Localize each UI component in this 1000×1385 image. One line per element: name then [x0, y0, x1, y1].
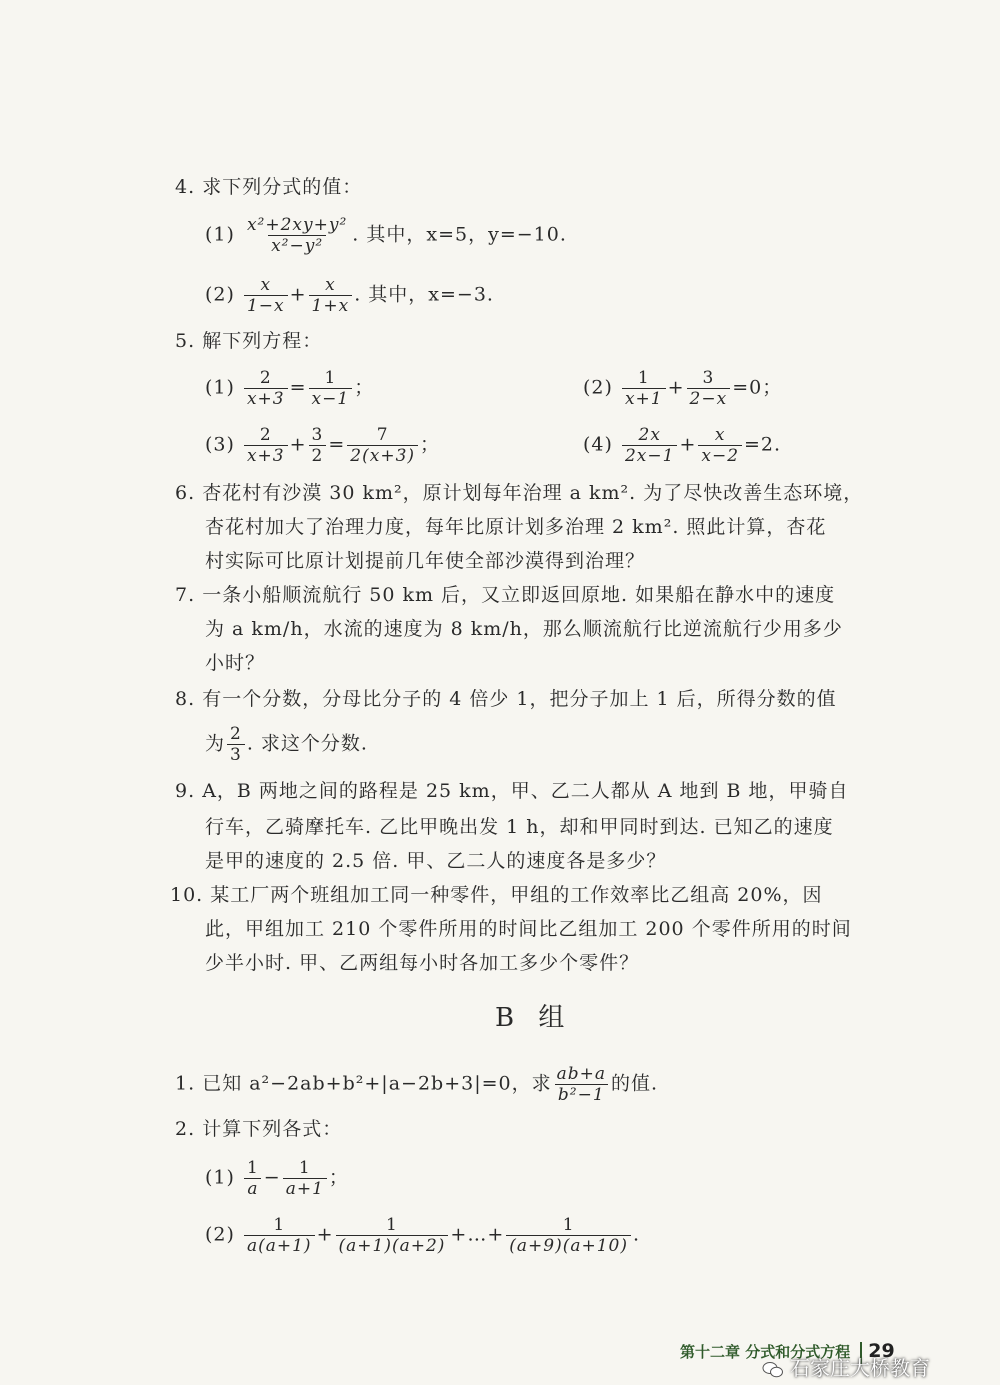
question-text: 杏花村有沙漠 30 km²，原计划每年治理 a km². 为了尽快改善生态环境， [202, 482, 864, 504]
question-text: 此，甲组加工 210 个零件所用的时间比乙组加工 200 个零件所用的时间 [205, 918, 852, 940]
question-text: 村实际可比原计划提前几年使全部沙漠得到治理？ [205, 550, 646, 572]
fraction: $\frac{x}{x-2}$ [698, 425, 742, 466]
question-text: . 求这个分数. [246, 732, 368, 755]
question-text: 计算下列各式： [202, 1118, 343, 1140]
fraction: $\frac{x}{1-x}$ [244, 275, 288, 316]
question-a5 [175, 326, 322, 356]
condition-text: . 其中，x=5，y=−10. [352, 223, 567, 246]
punct: =0； [732, 376, 783, 399]
sub-label: (1) [205, 376, 235, 399]
question-number: 8. [175, 688, 196, 710]
operator: + [667, 376, 685, 399]
question-a4 [175, 172, 362, 202]
question-text: 某工厂两个班组加工同一种零件，甲组的工作效率比乙组高 20%，因 [210, 884, 823, 906]
watermark-text: 石家庄大桥教育 [790, 1356, 930, 1380]
sub-label: (1) [205, 223, 235, 246]
sub-label: (1) [205, 1166, 235, 1189]
sub-label: (2) [583, 376, 613, 399]
question-number: 1. [175, 1072, 196, 1095]
operator: = [289, 376, 307, 399]
question-number: 10. [170, 884, 204, 906]
question-number: 9. [175, 780, 196, 802]
operator: = [328, 433, 346, 456]
fraction: $\frac{x}{1+x}$ [309, 275, 353, 316]
punct: ； [420, 433, 441, 456]
question-text: 小时？ [205, 652, 266, 674]
question-a5-4 [583, 425, 781, 466]
question-number: 5. [175, 330, 196, 352]
question-b2-2 [205, 1215, 640, 1256]
section-heading-b: B 组 [495, 1003, 573, 1033]
punct: ； [328, 1166, 349, 1189]
fraction: $\frac{1}{x-1}$ [309, 368, 353, 409]
fraction: $\frac{ab+a}{\text{b²−1}}$ [556, 1064, 607, 1105]
fraction: $\frac{3}{2}$ [309, 425, 327, 466]
question-text: 解下列方程： [202, 330, 323, 352]
question-text: 的值. [611, 1072, 659, 1095]
page-number: 29 [868, 1340, 895, 1362]
operator: − [263, 1166, 281, 1189]
question-b1 [175, 1064, 658, 1105]
fraction: $\frac{3}{2-x}$ [687, 368, 731, 409]
question-a5-2 [583, 368, 782, 409]
operator: + [289, 433, 307, 456]
question-text: 一条小船顺流航行 50 km 后，又立即返回原地. 如果船在静水中的速度 [202, 584, 836, 606]
fraction: $\frac{7}{2(x+3)}$ [347, 425, 418, 466]
operator: + [316, 1223, 334, 1246]
question-text: 是甲的速度的 2.5 倍. 甲、乙二人的速度各是多少？ [205, 850, 667, 872]
question-a4-1 [205, 215, 567, 256]
question-text: A，B 两地之间的路程是 25 km，甲、乙二人都从 A 地到 B 地，甲骑自 [202, 780, 849, 802]
fraction: $\frac{1}{a}$ [244, 1158, 262, 1199]
sub-label: (4) [583, 433, 613, 456]
question-a5-1 [205, 368, 374, 409]
punct: . [633, 1223, 641, 1246]
fraction: $\frac{\text{x²+2xy+y²}}{\text{x²−y²}}$ [246, 215, 348, 256]
sub-label: (2) [205, 1223, 235, 1246]
question-number: 2. [175, 1118, 196, 1140]
question-number: 7. [175, 584, 196, 606]
question-a5-3 [205, 425, 440, 466]
operator: + [289, 283, 307, 306]
question-number: 6. [175, 482, 196, 504]
fraction: $\frac{1}{x+1}$ [622, 368, 666, 409]
fraction: $\frac{2}{x+3}$ [244, 368, 288, 409]
fraction: $\frac{1}{a+1}$ [283, 1158, 327, 1199]
fraction: $\frac{1}{a(a+1)}$ [244, 1215, 315, 1256]
question-number: 4. [175, 176, 196, 198]
question-text: 少半小时. 甲、乙两组每小时各加工多少个零件？ [205, 952, 640, 974]
question-text: 求下列分式的值： [202, 176, 363, 198]
condition-text: . 其中，x=−3. [354, 283, 494, 306]
question-text: 已知 a²−2ab+b²+|a−2b+3|=0，求 [202, 1072, 552, 1095]
question-text: 杏花村加大了治理力度，每年比原计划多治理 2 km². 照此计算，杏花 [205, 516, 827, 538]
question-text: 为 [205, 732, 226, 755]
question-text: 为 a km/h，水流的速度为 8 km/h，那么顺流航行比逆流航行少用多少 [205, 618, 843, 640]
fraction: $\frac{2}{x+3}$ [244, 425, 288, 466]
punct: ； [354, 376, 375, 399]
wechat-icon [762, 1361, 784, 1379]
operator: +…+ [450, 1223, 505, 1246]
fraction: $\frac{2x}{2x-1}$ [622, 425, 677, 466]
punct: =2. [744, 433, 782, 456]
fraction: $\frac{1}{(a+1)(a+2)}$ [336, 1215, 449, 1256]
question-b2 [175, 1114, 342, 1144]
fraction: $\frac{1}{(a+9)(a+10)}$ [506, 1215, 631, 1256]
question-text: 行车，乙骑摩托车. 乙比甲晚出发 1 h，却和甲同时到达. 已知乙的速度 [205, 816, 834, 838]
question-text: 有一个分数，分母比分子的 4 倍少 1，把分子加上 1 后，所得分数的值 [202, 688, 837, 710]
watermark [762, 1352, 930, 1381]
operator: + [679, 433, 697, 456]
sub-label: (3) [205, 433, 235, 456]
chapter-title: 第十二章 分式和分式方程 [680, 1343, 851, 1361]
question-b2-1 [205, 1158, 349, 1199]
sub-label: (2) [205, 283, 235, 306]
question-a4-2 [205, 275, 494, 316]
fraction: $\frac{2}{3}$ [227, 724, 245, 765]
